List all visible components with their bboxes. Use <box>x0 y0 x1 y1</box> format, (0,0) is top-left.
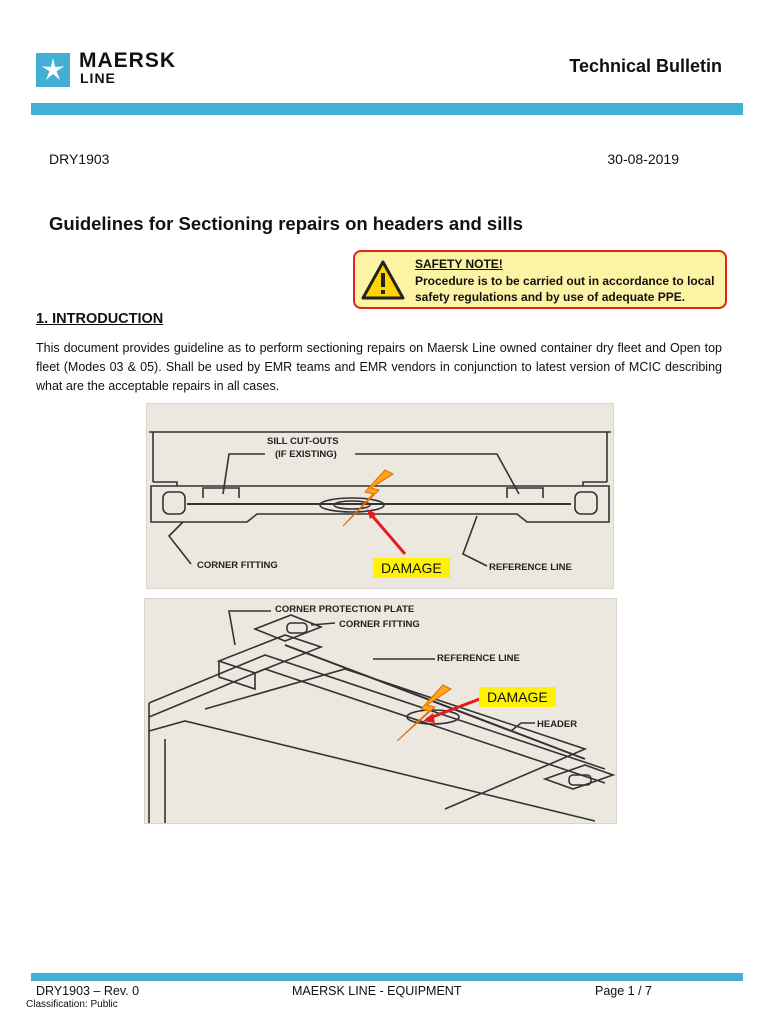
label-header: HEADER <box>537 719 578 730</box>
page-title: Guidelines for Sectioning repairs on headers and sills <box>49 213 523 234</box>
warning-triangle-icon <box>361 259 405 301</box>
star-icon <box>40 57 66 83</box>
section-heading: 1. INTRODUCTION <box>36 311 164 327</box>
brand-subname: LINE <box>80 70 116 86</box>
introduction-paragraph: This document provides guideline as to perform sectioning repairs on Maersk Line owned container dry fleet and Open top fleet (Modes 03 & 05). Shall be used by EMR teams and EMR vendors in conjunction to latest version of MCIC describing what are the acceptable repairs in all cases. <box>36 341 722 393</box>
safety-note <box>353 250 727 309</box>
footer-rule <box>31 973 743 981</box>
footer-page-number: Page 1 / 7 <box>595 984 652 998</box>
footer-department: MAERSK LINE - EQUIPMENT <box>292 984 462 998</box>
safety-note-text: Procedure is to be carried out in accordance to local safety regulations and by use of adequate PPE. <box>415 274 715 304</box>
figure-sill-diagram <box>146 403 614 589</box>
label-corner-protection-plate: CORNER PROTECTION PLATE <box>275 604 415 615</box>
label-reference-line: REFERENCE LINE <box>489 562 572 573</box>
label-sill-cutouts: SILL CUT-OUTS <box>267 436 339 447</box>
damage-tag: DAMAGE <box>373 558 450 578</box>
label-reference-line: REFERENCE LINE <box>437 653 520 664</box>
label-corner-fitting: CORNER FITTING <box>339 619 420 630</box>
document-id: DRY1903 <box>49 151 110 167</box>
footer-classification: Classification: Public <box>26 999 118 1010</box>
brand-name: MAERSK <box>79 49 177 72</box>
safety-note-heading: SAFETY NOTE! <box>415 257 503 271</box>
document-type: Technical Bulletin <box>569 56 722 76</box>
label-sill-cutouts-sub: (IF EXISTING) <box>275 449 337 460</box>
document-date: 30-08-2019 <box>607 151 679 167</box>
figure-header-diagram <box>144 598 617 824</box>
header-rule <box>31 103 743 115</box>
footer-doc-ref: DRY1903 – Rev. 0 <box>36 984 140 998</box>
label-corner-fitting: CORNER FITTING <box>197 560 278 571</box>
maersk-logo <box>36 53 70 87</box>
damage-tag: DAMAGE <box>479 687 556 707</box>
